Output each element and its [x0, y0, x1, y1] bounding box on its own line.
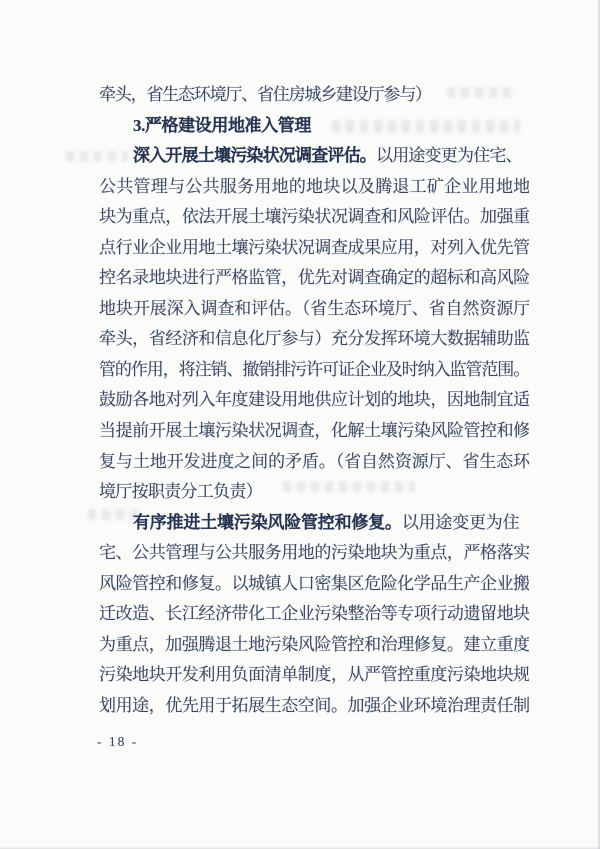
line-text: 牵头，省生态环境厅、省住房城乡建设厅参与）	[99, 85, 431, 104]
text-line	[99, 599, 529, 630]
line-text: 为重点，加强腾退土地污染风险管控和治理修复。建立重度	[99, 634, 529, 654]
text-line	[99, 263, 529, 294]
text-line	[99, 385, 529, 416]
text-line	[99, 691, 529, 722]
text-line	[99, 416, 529, 447]
line-text: 当提前开展土壤污染状况调查，化解土壤污染风险管控和修	[99, 421, 529, 441]
text-line	[99, 202, 529, 233]
line-text: 划用途，优先用于拓展生态空间。加强企业环境治理责任制	[99, 695, 529, 715]
text-line	[99, 447, 529, 478]
line-text: 管的作用，将注销、撤销排污许可证企业及时纳入监管范围。	[99, 359, 529, 379]
bold-lead-text: 深入开展土壤污染状况调查评估。	[133, 146, 376, 166]
page-number: - 18 -	[97, 734, 139, 749]
text-line	[99, 80, 529, 111]
text-line	[99, 324, 529, 355]
bold-lead-text: 3.严格建设用地准入管理	[133, 115, 311, 135]
line-text: 迁改造、长江经济带化工企业污染整治等专项行动遗留地块	[99, 604, 529, 624]
text-line	[99, 477, 529, 508]
line-text: 污染地块开发利用负面清单制度，从严管控重度污染地块规	[99, 665, 529, 685]
text-line	[99, 355, 529, 386]
line-text: 风险管控和修复。以城镇人口密集区危险化学品生产企业搬	[99, 573, 529, 593]
section-heading	[99, 111, 529, 142]
text-line	[99, 233, 529, 264]
text-line	[99, 538, 529, 569]
text-line	[99, 508, 529, 539]
line-text: 地块开展深入调查和评估。（省生态环境厅、省自然资源厅	[99, 298, 529, 318]
line-text: 鼓励各地对列入年度建设用地供应计划的地块，因地制宜适	[99, 390, 529, 410]
body-text	[99, 80, 529, 721]
line-text: 点行业企业用地土壤污染状况调查成果应用，对列入优先管	[99, 237, 529, 257]
line-text: 境厅按职责分工负责）	[99, 482, 262, 502]
line-text: 宅、公共管理与公共服务用地的污染地块为重点，严格落实	[99, 543, 529, 563]
line-text: 公共管理与公共服务用地的地块以及腾退工矿企业用地地	[99, 176, 529, 196]
line-text: 以用途变更为住	[401, 512, 520, 532]
line-text: 控名录地块进行严格监管，优先对调查确定的超标和高风险	[99, 268, 529, 288]
text-line	[99, 660, 529, 691]
line-text: 牵头，省经济和信息化厅参与）充分发挥环境大数据辅助监	[99, 329, 529, 349]
text-line	[99, 294, 529, 325]
bold-lead-text: 有序推进土壤污染风险管控和修复。	[133, 512, 402, 532]
line-text: 块为重点，依法开展土壤污染状况调查和风险评估。加强重	[99, 207, 529, 227]
line-text: 复与土地开发进度之间的矛盾。（省自然资源厅、省生态环	[99, 451, 529, 471]
text-line	[99, 569, 529, 600]
text-line	[99, 172, 529, 203]
line-text: 以用途变更为住宅、	[376, 146, 522, 166]
text-line	[99, 141, 529, 172]
text-line	[99, 630, 529, 661]
